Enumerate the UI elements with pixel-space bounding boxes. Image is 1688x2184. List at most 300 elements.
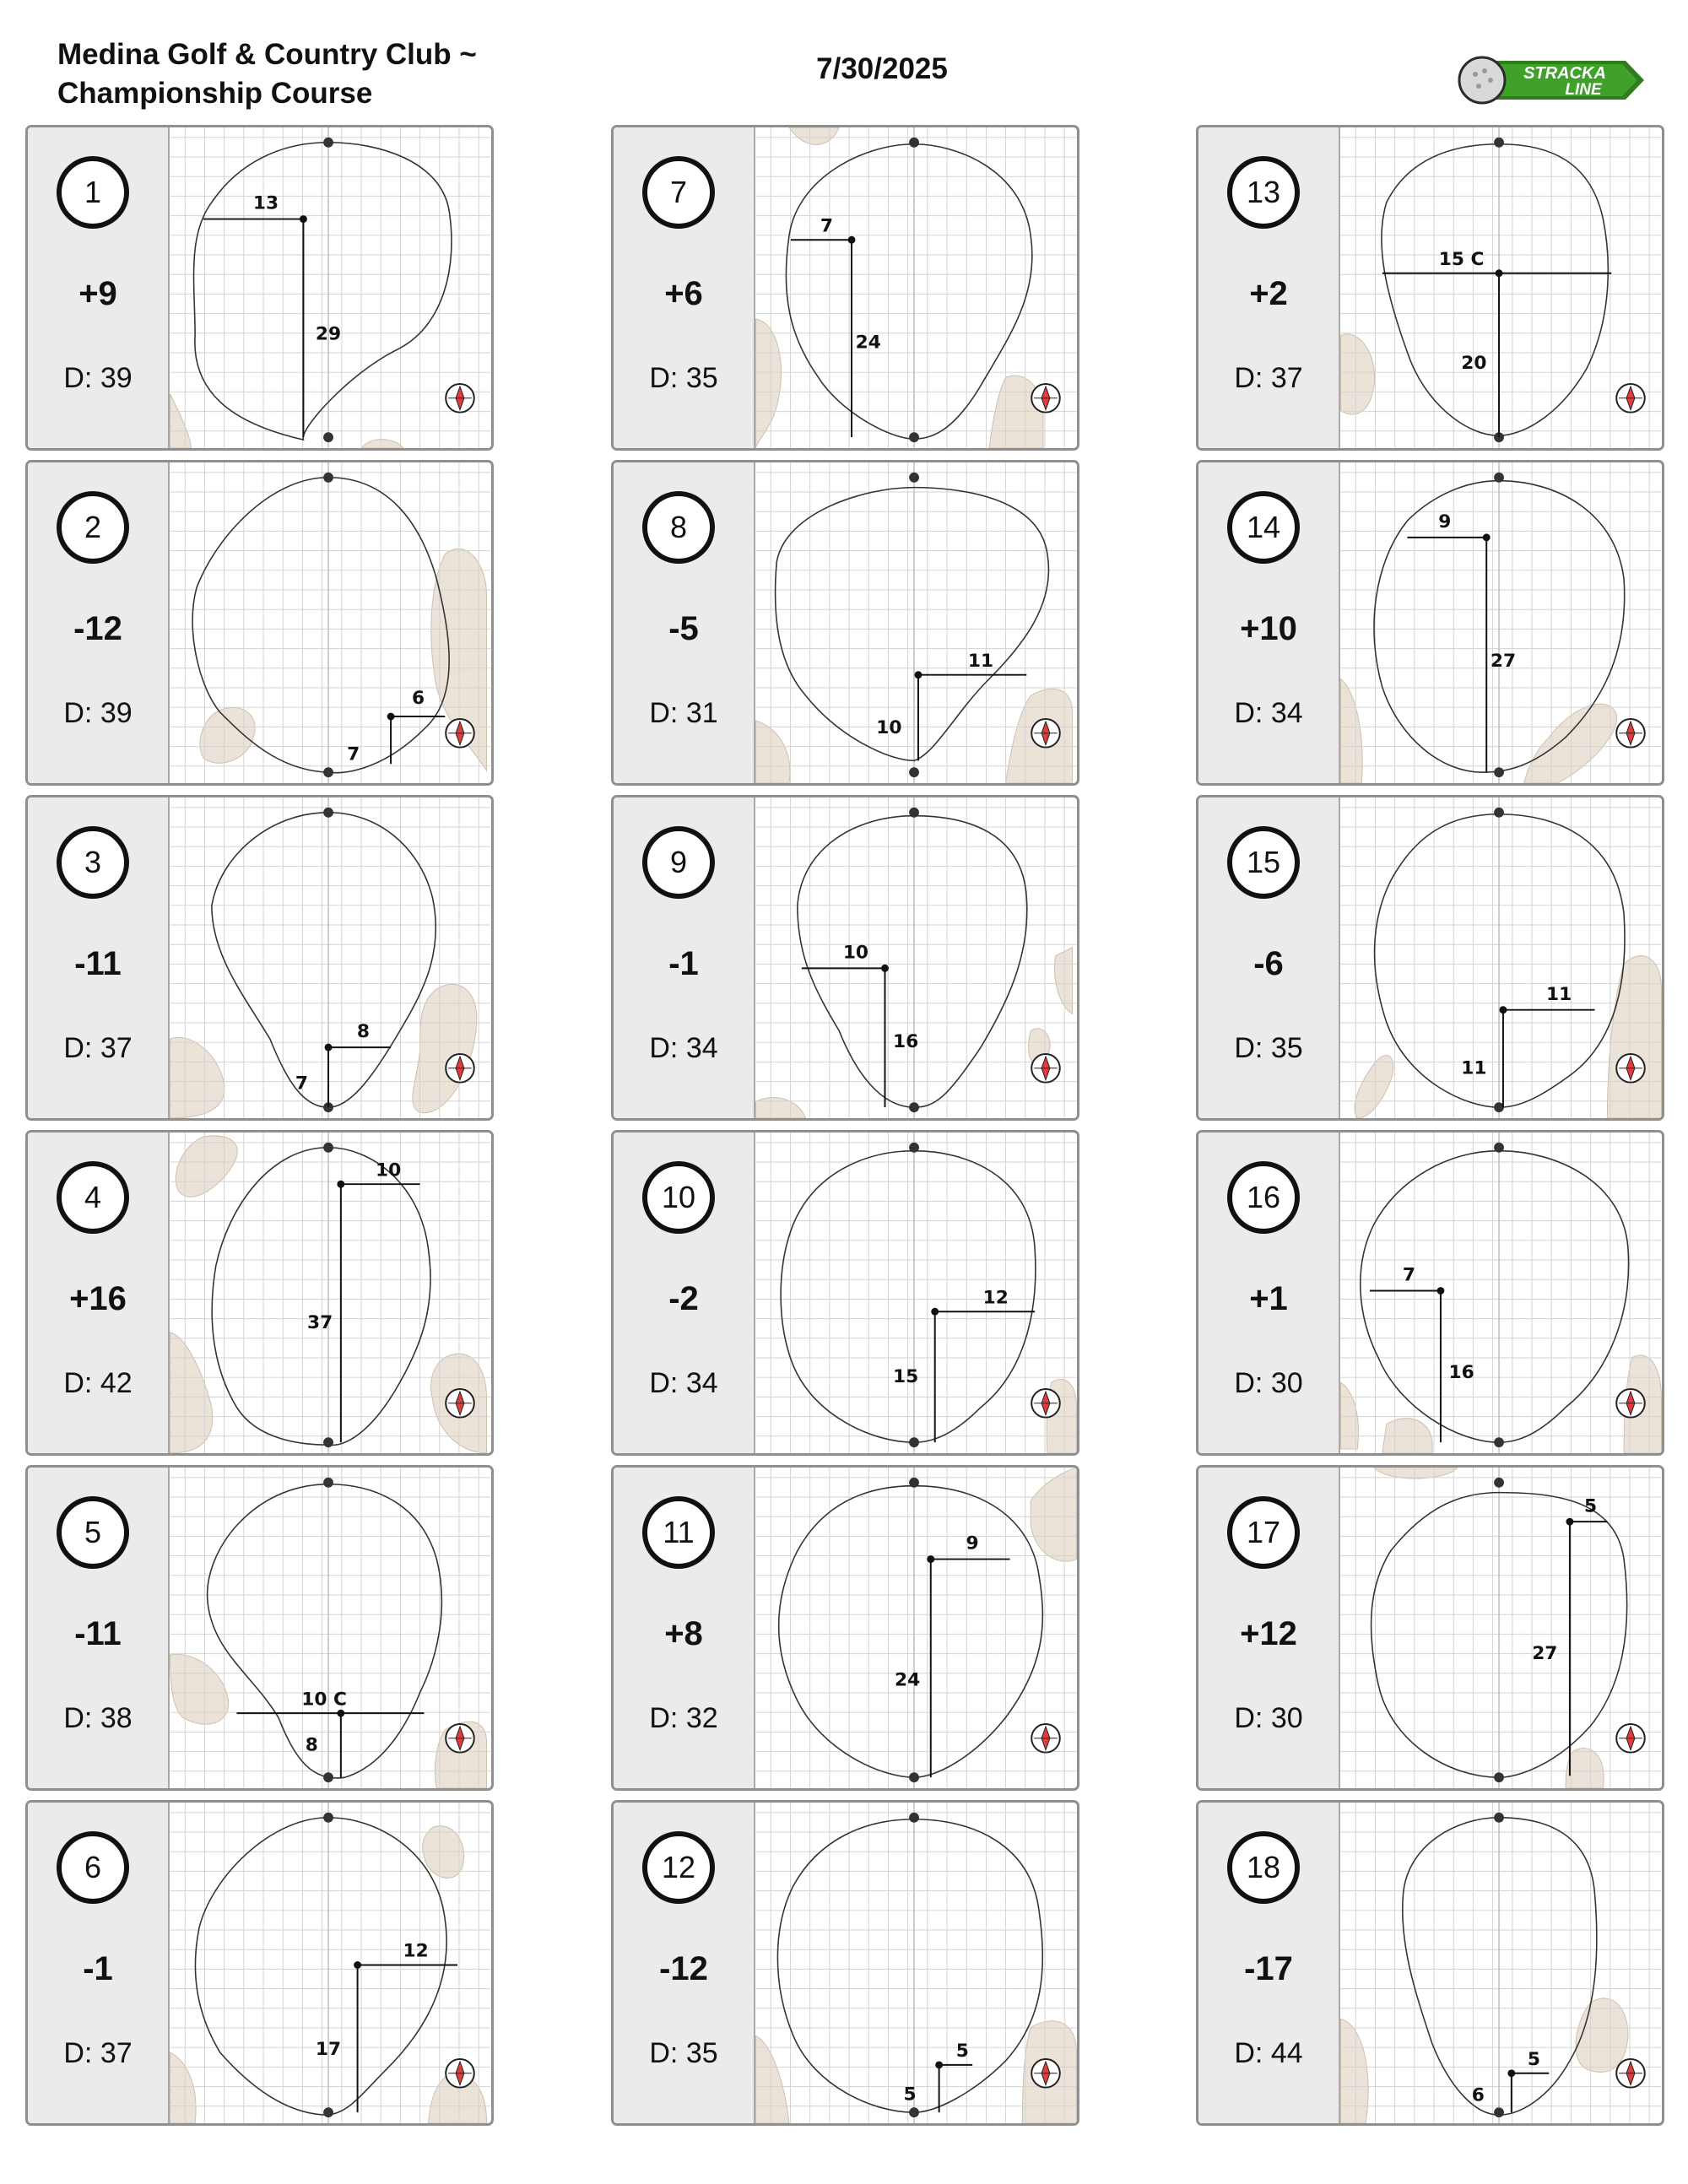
club-name-line-2: Championship Course (57, 77, 373, 110)
depth-value: 42 (100, 1367, 133, 1399)
hole-card (611, 460, 1079, 786)
depth-value: 37 (100, 2037, 133, 2069)
pin-sheet-date: 7/30/2025 (816, 52, 948, 85)
bunker (1576, 1998, 1628, 2072)
hole-info-panel (614, 797, 755, 1118)
hole-info-panel (1198, 127, 1340, 448)
pin-offset: -12 (73, 610, 122, 647)
logo-text-1: STRACKA (1523, 64, 1606, 83)
pin-position-marker (300, 215, 307, 223)
green-diagram (755, 1133, 1077, 1453)
bunker (1355, 1056, 1393, 1118)
green-depth (614, 1367, 754, 1400)
back-of-green-marker (1494, 1813, 1504, 1823)
stracka-line-logo (1457, 52, 1644, 108)
green-depth (614, 362, 754, 395)
depth-prefix: D: (649, 1367, 679, 1399)
front-of-green-marker (909, 1437, 919, 1447)
front-of-green-marker (909, 1102, 919, 1112)
green-outline (208, 1484, 442, 1778)
bunker (170, 1654, 229, 1724)
depth-prefix: D: (1234, 362, 1263, 394)
hole-card (1196, 1800, 1664, 2126)
bunker (1607, 956, 1661, 1118)
hole-card (25, 125, 494, 451)
green-diagram (1340, 127, 1662, 448)
pin-offset: +9 (78, 275, 117, 312)
pin-position-marker (1507, 2069, 1515, 2077)
hole-info-panel (1198, 1803, 1340, 2123)
hole-grid (25, 125, 1663, 2133)
pin-offset: +16 (69, 1280, 127, 1317)
horizontal-distance-label: 7 (1402, 1264, 1415, 1286)
vertical-distance-label: 11 (1461, 1057, 1487, 1079)
vertical-distance-label: 16 (1448, 1362, 1474, 1384)
green-outline (798, 816, 1027, 1107)
hole-card (25, 1130, 494, 1456)
hole-number: 6 (57, 1831, 129, 1904)
back-of-green-marker (1494, 808, 1504, 818)
hole-number: 15 (1227, 826, 1300, 899)
pin-offset: -17 (1244, 1950, 1293, 1987)
hole-number: 5 (57, 1496, 129, 1569)
green-depth (1198, 2037, 1339, 2070)
hole-card (1196, 1130, 1664, 1456)
pin-position-marker (915, 671, 922, 678)
back-of-green-marker (1494, 1478, 1504, 1488)
front-of-green-marker (1494, 1772, 1504, 1782)
yardage-grid (756, 1468, 1077, 1788)
depth-prefix: D: (1234, 697, 1263, 729)
vertical-distance-label: 5 (903, 2084, 917, 2106)
depth-value: 34 (685, 1032, 718, 1064)
hole-info-panel (28, 1468, 170, 1788)
yardage-grid (1341, 462, 1662, 783)
horizontal-distance-label: 12 (982, 1287, 1009, 1309)
bunker (1055, 948, 1073, 1014)
logo-text-2: LINE (1565, 81, 1602, 99)
green-diagram (1340, 1133, 1662, 1453)
front-of-green-marker (1494, 1437, 1504, 1447)
pin-position-marker (1500, 1006, 1507, 1014)
horizontal-distance-label: 13 (252, 192, 279, 214)
vertical-distance-label: 15 (893, 1366, 919, 1388)
bunker (200, 707, 255, 763)
front-of-green-marker (909, 432, 919, 442)
horizontal-distance-label: 8 (356, 1021, 371, 1043)
hole-info-panel (28, 462, 170, 783)
back-of-green-marker (1494, 138, 1504, 148)
green-diagram (755, 1803, 1077, 2123)
hole-number: 9 (642, 826, 715, 899)
green-depth (1198, 1367, 1339, 1400)
pin-position-marker (337, 1181, 344, 1188)
horizontal-distance-label: 10 (375, 1160, 402, 1181)
compass-icon (446, 1389, 474, 1418)
compass-icon (446, 2059, 474, 2088)
horizontal-distance-label: 5 (1527, 2048, 1541, 2070)
depth-value: 44 (1270, 2037, 1303, 2069)
horizontal-distance-label: 6 (412, 688, 425, 710)
vertical-distance-label: 27 (1532, 1643, 1558, 1665)
depth-value: 35 (685, 2037, 718, 2069)
green-depth (614, 697, 754, 730)
hole-info-panel (614, 1803, 755, 2123)
vertical-distance-label: 20 (1461, 353, 1487, 375)
green-outline (776, 488, 1049, 761)
horizontal-distance-label: 9 (1438, 511, 1452, 532)
back-of-green-marker (909, 1143, 919, 1153)
pin-position-marker (935, 2061, 943, 2068)
back-of-green-marker (1494, 473, 1504, 483)
green-depth (28, 2037, 168, 2070)
green-diagram (1340, 1803, 1662, 2123)
green-outline (779, 1486, 1043, 1777)
compass-icon (1031, 719, 1060, 748)
green-diagram (1340, 462, 1662, 783)
bunker (362, 440, 403, 448)
front-of-green-marker (1494, 767, 1504, 777)
vertical-distance-label: 29 (315, 323, 342, 345)
back-of-green-marker (323, 1813, 333, 1823)
horizontal-distance-label: 12 (403, 1940, 429, 1962)
hole-number: 16 (1227, 1161, 1300, 1234)
green-diagram (170, 797, 491, 1118)
pin-offset: -12 (659, 1950, 708, 1987)
hole-card (25, 1465, 494, 1791)
pin-offset: -11 (74, 945, 122, 982)
green-diagram (170, 1468, 491, 1788)
depth-prefix: D: (63, 2037, 93, 2069)
bunker (789, 127, 839, 144)
hole-number: 3 (57, 826, 129, 899)
green-outline (212, 813, 436, 1107)
compass-icon (1616, 384, 1645, 413)
club-name-line-1: Medina Golf & Country Club ~ (57, 38, 477, 71)
bunker (756, 319, 782, 448)
horizontal-distance-label: 10 C (301, 1689, 347, 1711)
club-name (57, 35, 477, 113)
green-depth (614, 2037, 754, 2070)
depth-prefix: D: (1234, 1032, 1263, 1064)
front-of-green-marker (909, 1772, 919, 1782)
green-depth (28, 697, 168, 730)
hole-card (1196, 795, 1664, 1121)
bunker (989, 376, 1043, 448)
pin-offset: +6 (664, 275, 703, 312)
bunker (1031, 1468, 1076, 1561)
hole-card (1196, 460, 1664, 786)
hole-info-panel (1198, 1468, 1340, 1788)
pin-position-marker (1566, 1518, 1573, 1526)
pin-offset: -1 (83, 1950, 113, 1987)
horizontal-distance-label: 11 (1545, 983, 1572, 1005)
compass-icon (1616, 2059, 1645, 2088)
hole-info-panel (28, 127, 170, 448)
vertical-distance-label: 27 (1490, 650, 1517, 672)
depth-prefix: D: (649, 1702, 679, 1734)
green-depth (28, 1702, 168, 1735)
bunker (1341, 679, 1363, 783)
horizontal-distance-label: 9 (966, 1533, 979, 1554)
compass-icon (1031, 1054, 1060, 1083)
green-diagram (755, 462, 1077, 783)
pin-offset: +12 (1240, 1615, 1297, 1652)
hole-card (1196, 1465, 1664, 1791)
page-header (0, 0, 1688, 118)
back-of-green-marker (909, 138, 919, 148)
hole-info-panel (28, 797, 170, 1118)
depth-value: 35 (685, 362, 718, 394)
depth-value: 34 (1270, 697, 1303, 729)
front-of-green-marker (323, 1437, 333, 1447)
vertical-distance-label: 24 (895, 1669, 921, 1691)
vertical-distance-label: 24 (855, 332, 881, 354)
hole-info-panel (614, 1133, 755, 1453)
depth-prefix: D: (1234, 1367, 1263, 1399)
green-diagram (1340, 1468, 1662, 1788)
horizontal-distance-label: 7 (820, 215, 833, 237)
depth-prefix: D: (63, 362, 93, 394)
front-of-green-marker (909, 2107, 919, 2117)
pin-position-marker (881, 965, 889, 972)
bunker (1524, 704, 1617, 783)
depth-prefix: D: (649, 697, 679, 729)
bunker (170, 1037, 225, 1118)
pin-offset: -11 (74, 1615, 122, 1652)
hole-number: 10 (642, 1161, 715, 1234)
pin-position-marker (337, 1710, 344, 1717)
green-outline (786, 144, 1032, 439)
hole-card (1196, 125, 1664, 451)
depth-prefix: D: (649, 362, 679, 394)
horizontal-distance-label: 11 (967, 650, 994, 672)
yardage-grid (1341, 1468, 1662, 1788)
green-depth (1198, 1702, 1339, 1735)
hole-info-panel (28, 1133, 170, 1453)
pin-offset: -6 (1253, 945, 1284, 982)
depth-value: 37 (1270, 362, 1303, 394)
bunker (1341, 334, 1375, 414)
hole-number: 1 (57, 156, 129, 229)
green-outline (1403, 1818, 1597, 2115)
front-of-green-marker (909, 767, 919, 777)
compass-icon (446, 384, 474, 413)
pin-position-marker (848, 236, 856, 244)
depth-value: 30 (1270, 1367, 1303, 1399)
hole-number: 12 (642, 1831, 715, 1904)
bunker (1374, 1468, 1458, 1479)
bunker (170, 1333, 213, 1453)
compass-icon (1616, 1389, 1645, 1418)
pin-position-marker (931, 1308, 939, 1316)
vertical-distance-label: 8 (305, 1734, 318, 1756)
compass-icon (446, 719, 474, 748)
pin-offset: +1 (1249, 1280, 1288, 1317)
depth-prefix: D: (63, 697, 93, 729)
compass-icon (1616, 1724, 1645, 1753)
back-of-green-marker (1494, 1143, 1504, 1153)
hole-card (611, 1800, 1079, 2126)
depth-prefix: D: (63, 1032, 93, 1064)
depth-value: 38 (100, 1702, 133, 1734)
depth-prefix: D: (63, 1702, 93, 1734)
vertical-distance-label: 10 (876, 716, 902, 738)
back-of-green-marker (323, 1143, 333, 1153)
green-diagram (755, 797, 1077, 1118)
hole-card (611, 795, 1079, 1121)
pin-position-marker (387, 713, 395, 721)
green-depth (614, 1032, 754, 1065)
green-diagram (170, 462, 491, 783)
vertical-distance-label: 7 (347, 743, 360, 765)
front-of-green-marker (323, 432, 333, 442)
front-of-green-marker (323, 1772, 333, 1782)
compass-icon (1031, 1389, 1060, 1418)
hole-card (611, 1465, 1079, 1791)
bunker (1341, 2019, 1369, 2123)
compass-icon (446, 1724, 474, 1753)
depth-prefix: D: (1234, 2037, 1263, 2069)
back-of-green-marker (323, 808, 333, 818)
horizontal-distance-label: 5 (1584, 1495, 1598, 1517)
back-of-green-marker (909, 808, 919, 818)
pin-offset: +8 (664, 1615, 703, 1652)
depth-value: 39 (100, 697, 133, 729)
hole-number: 8 (642, 491, 715, 564)
compass-icon (446, 1054, 474, 1083)
pin-offset: -2 (668, 1280, 699, 1317)
yardage-grid (1341, 1803, 1662, 2123)
hole-info-panel (1198, 1133, 1340, 1453)
green-diagram (170, 127, 491, 448)
hole-number: 18 (1227, 1831, 1300, 1904)
depth-value: 37 (100, 1032, 133, 1064)
green-depth (28, 362, 168, 395)
depth-value: 30 (1270, 1702, 1303, 1734)
depth-prefix: D: (649, 1032, 679, 1064)
pin-position-marker (1483, 533, 1491, 541)
compass-icon (1616, 719, 1645, 748)
front-of-green-marker (323, 2107, 333, 2117)
depth-prefix: D: (1234, 1702, 1263, 1734)
depth-value: 31 (685, 697, 718, 729)
compass-icon (1031, 1724, 1060, 1753)
green-depth (28, 1032, 168, 1065)
green-depth (28, 1367, 168, 1400)
green-diagram (1340, 797, 1662, 1118)
bunker (170, 2052, 197, 2123)
vertical-distance-label: 16 (893, 1031, 919, 1053)
pin-position-marker (1496, 269, 1503, 277)
horizontal-distance-label: 10 (842, 942, 869, 964)
green-depth (614, 1702, 754, 1735)
vertical-distance-label: 37 (307, 1311, 333, 1333)
bunker (756, 721, 790, 783)
hole-number: 13 (1227, 156, 1300, 229)
hole-card (25, 795, 494, 1121)
green-depth (1198, 1032, 1339, 1065)
compass-icon (1616, 1054, 1645, 1083)
hole-info-panel (1198, 462, 1340, 783)
green-outline (777, 1819, 1042, 2112)
pin-offset: +10 (1240, 610, 1297, 647)
hole-info-panel (1198, 797, 1340, 1118)
front-of-green-marker (323, 767, 333, 777)
vertical-distance-label: 6 (1471, 2084, 1485, 2106)
hole-number: 17 (1227, 1496, 1300, 1569)
hole-info-panel (614, 127, 755, 448)
hole-number: 11 (642, 1496, 715, 1569)
green-outline (194, 143, 452, 440)
depth-prefix: D: (63, 1367, 93, 1399)
pin-position-marker (927, 1555, 934, 1563)
pin-offset: +2 (1249, 275, 1288, 312)
pin-offset: -5 (668, 610, 699, 647)
back-of-green-marker (323, 1478, 333, 1488)
hole-info-panel (614, 1468, 755, 1788)
depth-value: 32 (685, 1702, 718, 1734)
hole-info-panel (28, 1803, 170, 2123)
front-of-green-marker (1494, 2107, 1504, 2117)
compass-icon (1031, 2059, 1060, 2088)
hole-info-panel (614, 462, 755, 783)
yardage-grid (1341, 127, 1662, 448)
pin-position-marker (1437, 1287, 1445, 1295)
bunker (756, 1097, 806, 1118)
depth-value: 39 (100, 362, 133, 394)
green-depth (1198, 697, 1339, 730)
green-diagram (170, 1803, 491, 2123)
green-outline (195, 1818, 446, 2115)
vertical-distance-label: 7 (295, 1073, 309, 1095)
green-outline (212, 1148, 430, 1446)
back-of-green-marker (909, 1478, 919, 1488)
green-depth (1198, 362, 1339, 395)
pin-position-marker (354, 1961, 361, 1969)
hole-number: 7 (642, 156, 715, 229)
green-diagram (170, 1133, 491, 1453)
vertical-distance-label: 17 (315, 2039, 342, 2061)
bunker (756, 2035, 789, 2123)
back-of-green-marker (909, 1813, 919, 1823)
pin-offset: -1 (668, 945, 699, 982)
horizontal-distance-label: 15 C (1438, 248, 1485, 270)
compass-icon (1031, 384, 1060, 413)
green-diagram (755, 127, 1077, 448)
bunker (170, 394, 192, 448)
back-of-green-marker (323, 473, 333, 483)
hole-number: 2 (57, 491, 129, 564)
depth-value: 34 (685, 1367, 718, 1399)
depth-prefix: D: (649, 2037, 679, 2069)
green-diagram (755, 1468, 1077, 1788)
yardage-grid (756, 1133, 1077, 1453)
hole-card (25, 460, 494, 786)
back-of-green-marker (323, 138, 333, 148)
hole-card (611, 125, 1079, 451)
back-of-green-marker (909, 473, 919, 483)
depth-value: 35 (1270, 1032, 1303, 1064)
horizontal-distance-label: 5 (955, 2041, 969, 2062)
hole-number: 14 (1227, 491, 1300, 564)
hole-card (611, 1130, 1079, 1456)
yardage-grid (1341, 1133, 1662, 1453)
hole-number: 4 (57, 1161, 129, 1234)
pin-position-marker (325, 1044, 333, 1051)
green-outline (1361, 1151, 1629, 1442)
hole-card (25, 1800, 494, 2126)
